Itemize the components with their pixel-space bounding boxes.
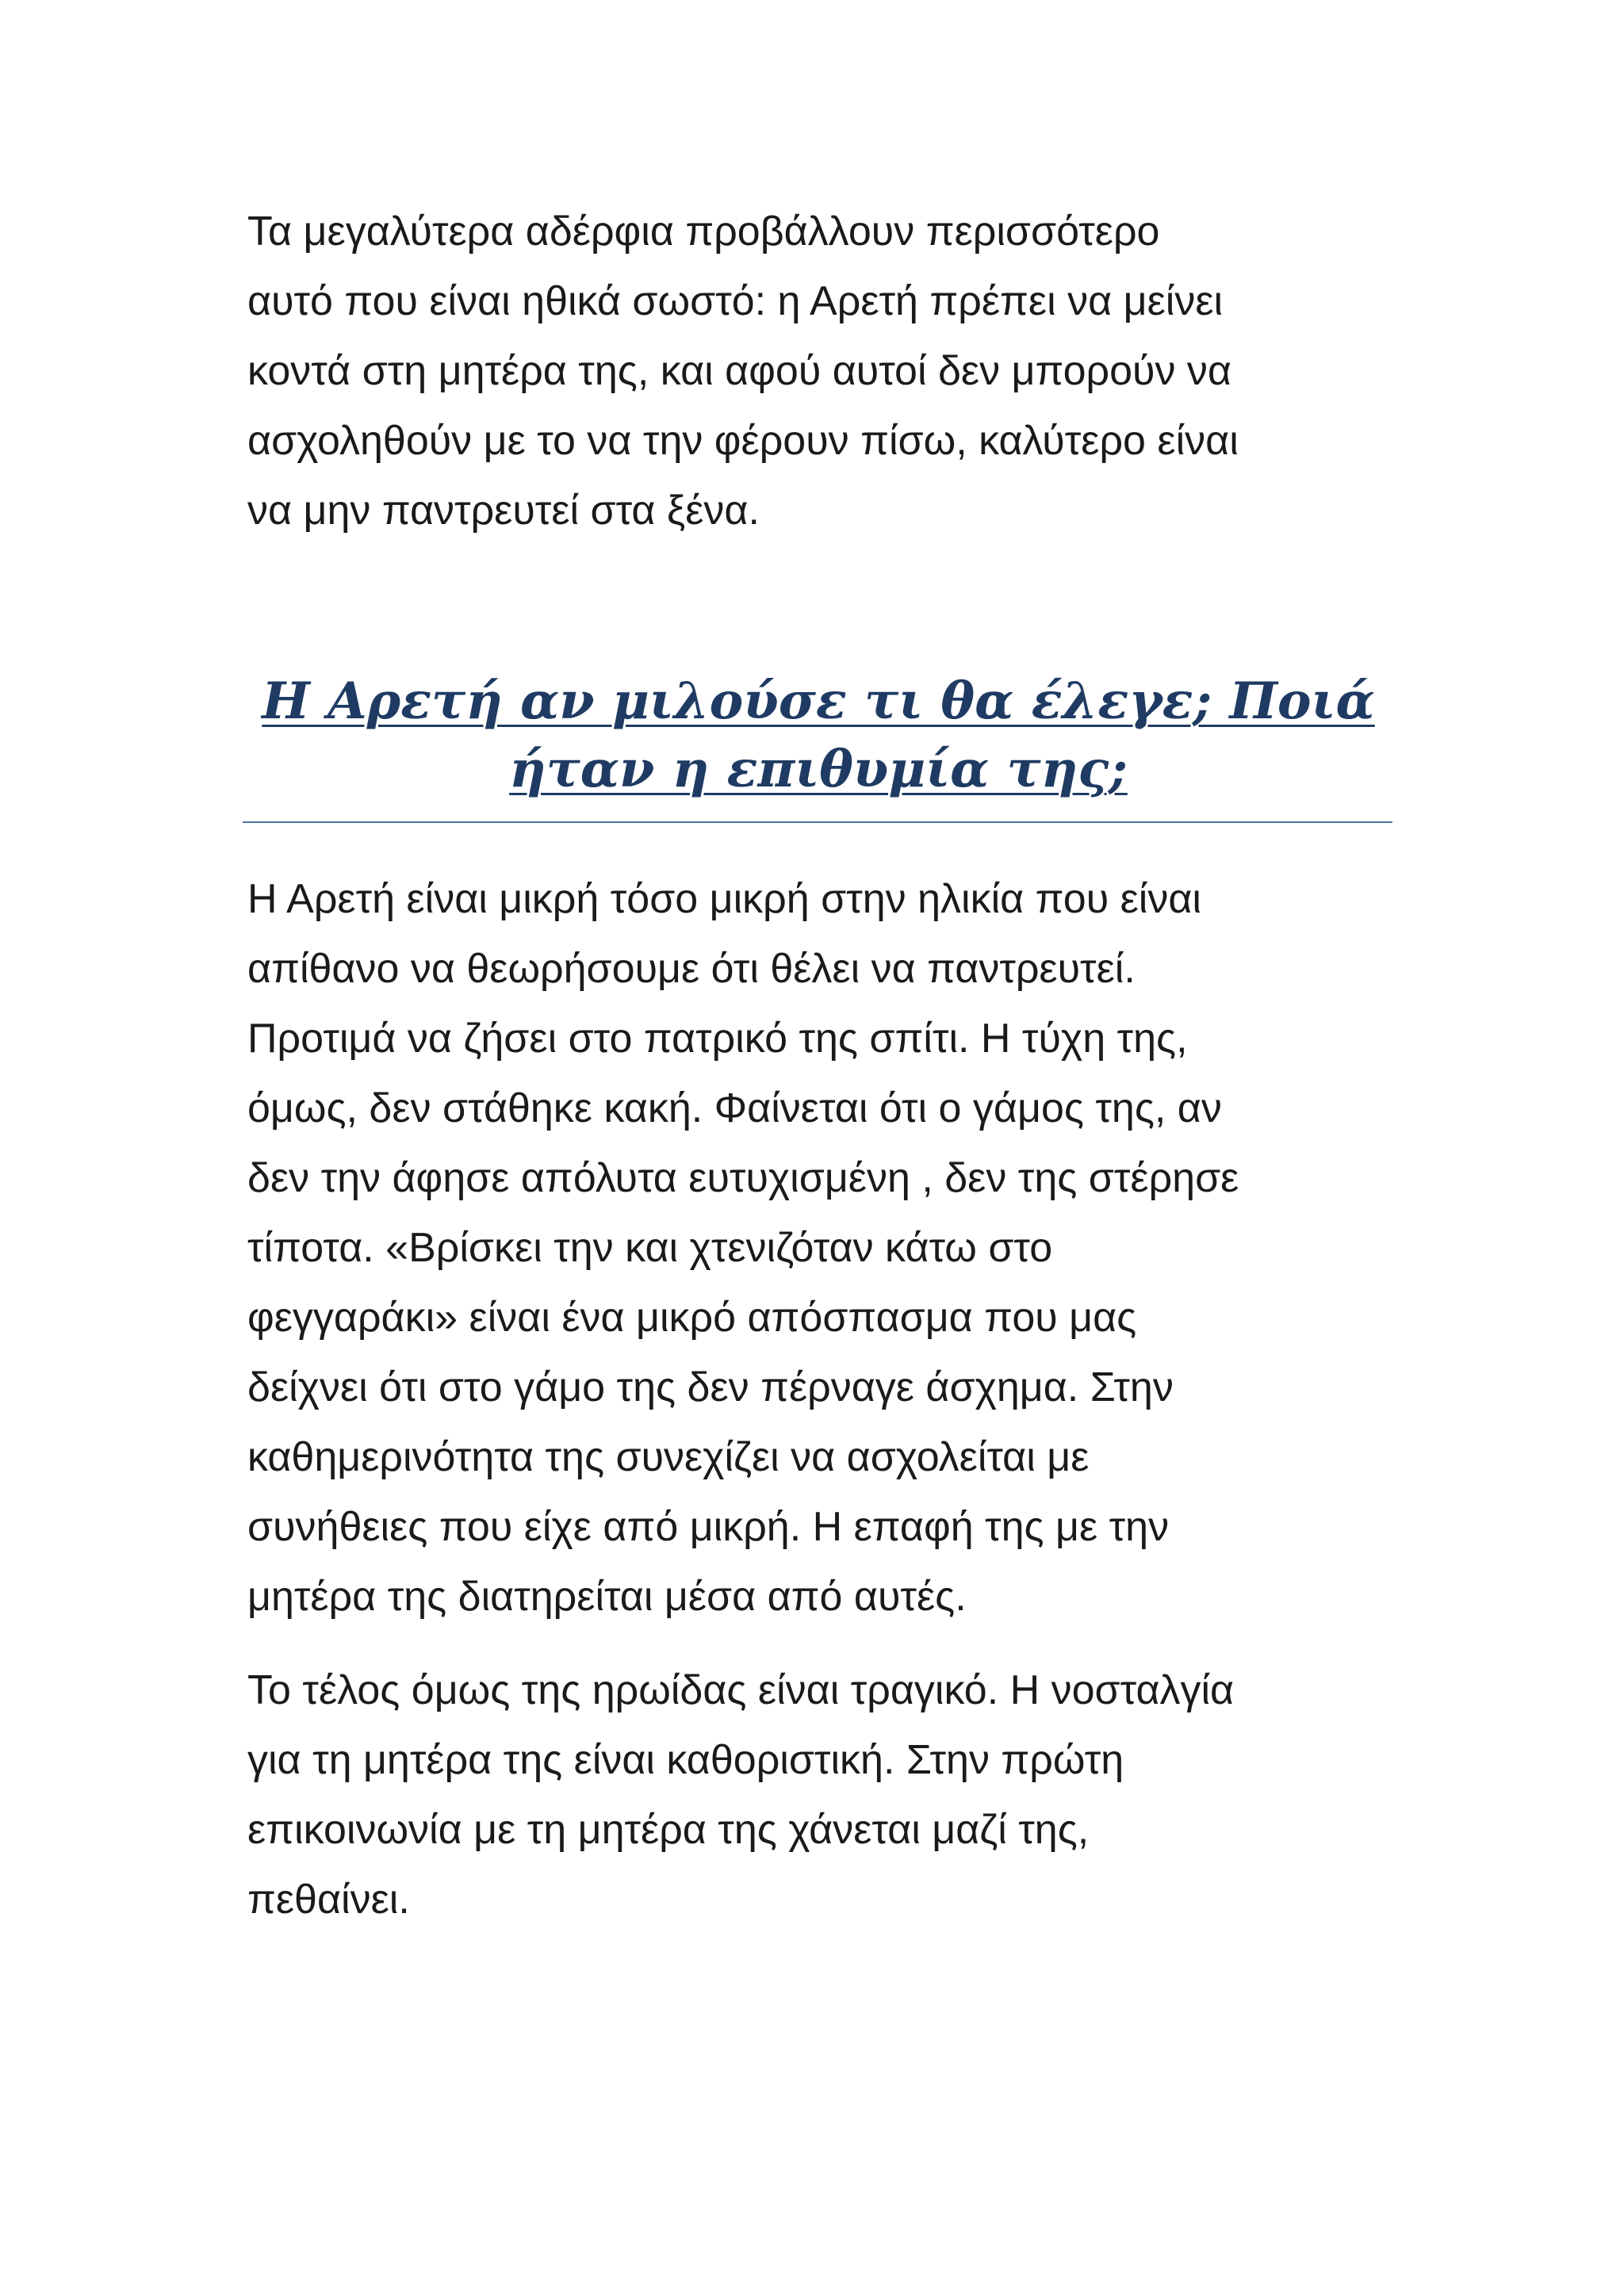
section-heading xyxy=(246,668,1391,804)
text-line: καθημερινότητα της συνεχίζει να ασχολείται με xyxy=(247,1434,1090,1480)
heading-line: ήταν η επιθυμία της; xyxy=(509,740,1128,799)
text-line: Το τέλος όμως της ηρωίδας είναι τραγικό. Η νοσταλγία xyxy=(247,1667,1235,1713)
text-line: πεθαίνει. xyxy=(247,1877,410,1923)
text-line: απίθανο να θεωρήσουμε ότι θέλει να παντρευτεί. xyxy=(247,946,1136,992)
paragraph-ending xyxy=(247,1655,1405,1934)
text-line: κοντά στη μητέρα της, και αφού αυτοί δεν μπορούν να xyxy=(247,348,1231,394)
paragraph-areti xyxy=(247,864,1405,1632)
text-line: να μην παντρευτεί στα ξένα. xyxy=(247,488,760,534)
text-line: δείχνει ότι στο γάμο της δεν πέρναγε άσχημα. Στην xyxy=(247,1364,1174,1410)
text-line: δεν την άφησε απόλυτα ευτυχισμένη , δεν της στέρησε xyxy=(247,1155,1239,1201)
text-line: όμως, δεν στάθηκε κακή. Φαίνεται ότι ο γάμος της, αν xyxy=(247,1085,1222,1131)
text-line: αυτό που είναι ηθικά σωστό: η Αρετή πρέπει να μείνει xyxy=(247,278,1224,324)
text-line: Προτιμά να ζήσει στο πατρικό της σπίτι. Η τύχη της, xyxy=(247,1016,1188,1062)
text-line: ασχοληθούν με το να την φέρουν πίσω, καλύτερο είναι xyxy=(247,418,1239,464)
heading-rule xyxy=(243,821,1392,823)
text-line: επικοινωνία με τη μητέρα της χάνεται μαζί της, xyxy=(247,1807,1090,1853)
text-line: Η Αρετή είναι μικρή τόσο μικρή στην ηλικία που είναι xyxy=(247,876,1201,922)
text-line: φεγγαράκι» είναι ένα μικρό απόσπασμα που μας xyxy=(247,1295,1137,1341)
text-line: συνήθειες που είχε από μικρή. Η επαφή της με την xyxy=(247,1504,1170,1550)
heading-line: Η Αρετή αν μιλούσε τι θα έλεγε; Ποιά xyxy=(262,672,1375,731)
text-line: τίποτα. «Βρίσκει την και χτενιζόταν κάτω στο xyxy=(247,1225,1053,1271)
text-line: για τη μητέρα της είναι καθοριστική. Στην πρώτη xyxy=(247,1737,1124,1783)
text-line: μητέρα της διατηρείται μέσα από αυτές. xyxy=(247,1574,967,1620)
paragraph-siblings xyxy=(247,197,1405,545)
text-line: Τα μεγαλύτερα αδέρφια προβάλλουν περισσότερο xyxy=(247,209,1160,254)
